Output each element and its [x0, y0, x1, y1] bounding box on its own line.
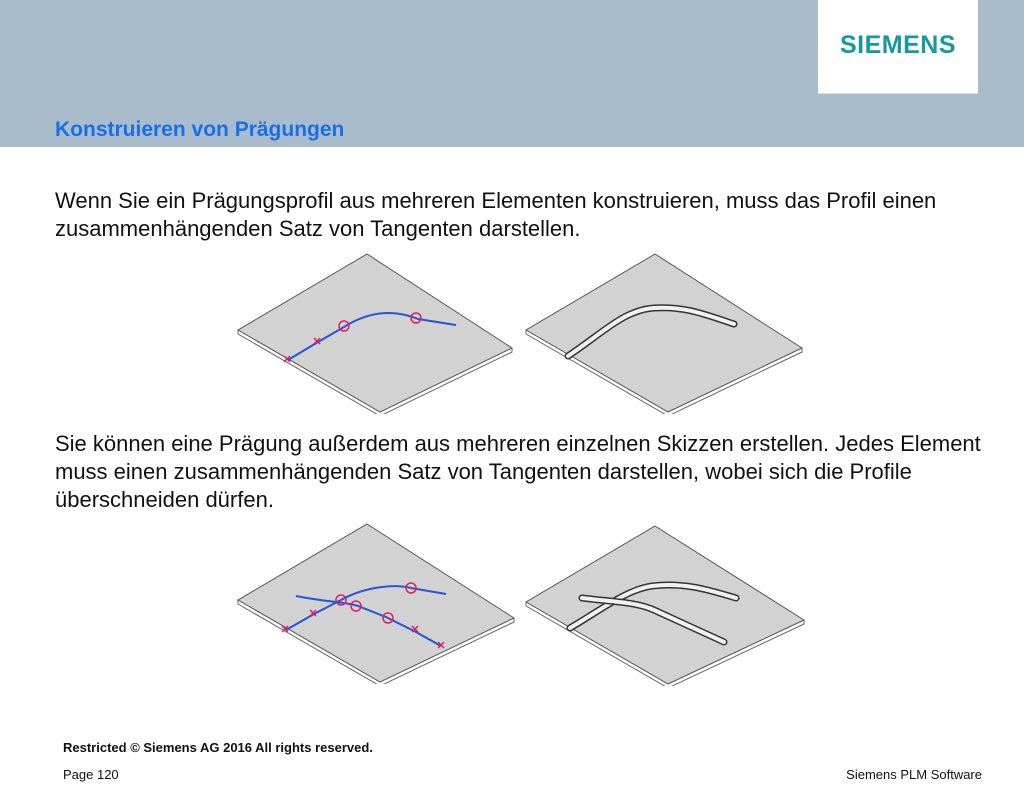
slide-title: Konstruieren von Prägungen: [55, 118, 345, 141]
result-single-emboss-figure: [524, 252, 804, 414]
plate-top-face: [526, 526, 804, 684]
footer-company: Siemens PLM Software: [846, 767, 982, 782]
plate-top-face: [526, 254, 802, 412]
logo-box-bottom: [818, 75, 978, 94]
paragraph-single-profile: Wenn Sie ein Prägungsprofil aus mehreren Elementen konstruieren, muss das Profil einen zusammenhängenden Satz von Tangenten darstellen.: [55, 188, 937, 241]
result-multiple-emboss-figure: [524, 524, 806, 686]
footer-page-number: Page 120: [63, 767, 119, 782]
siemens-logo: SIEMENS: [839, 31, 957, 59]
plate-top-face: [238, 254, 512, 412]
footer-rights: Restricted © Siemens AG 2016 All rights reserved.: [63, 740, 373, 755]
sketch-single-profile-figure: [236, 252, 514, 414]
sketch-multiple-profiles-figure: [236, 522, 516, 684]
paragraph-multiple-sketches: Sie können eine Prägung außerdem aus mehreren einzelnen Skizzen erstellen. Jedes Element muss einen zusammenhängenden Satz von Tangenten darstellen, wobei sich die Profile überschneiden dürfen.: [55, 431, 981, 512]
plate-top-face: [238, 524, 514, 682]
